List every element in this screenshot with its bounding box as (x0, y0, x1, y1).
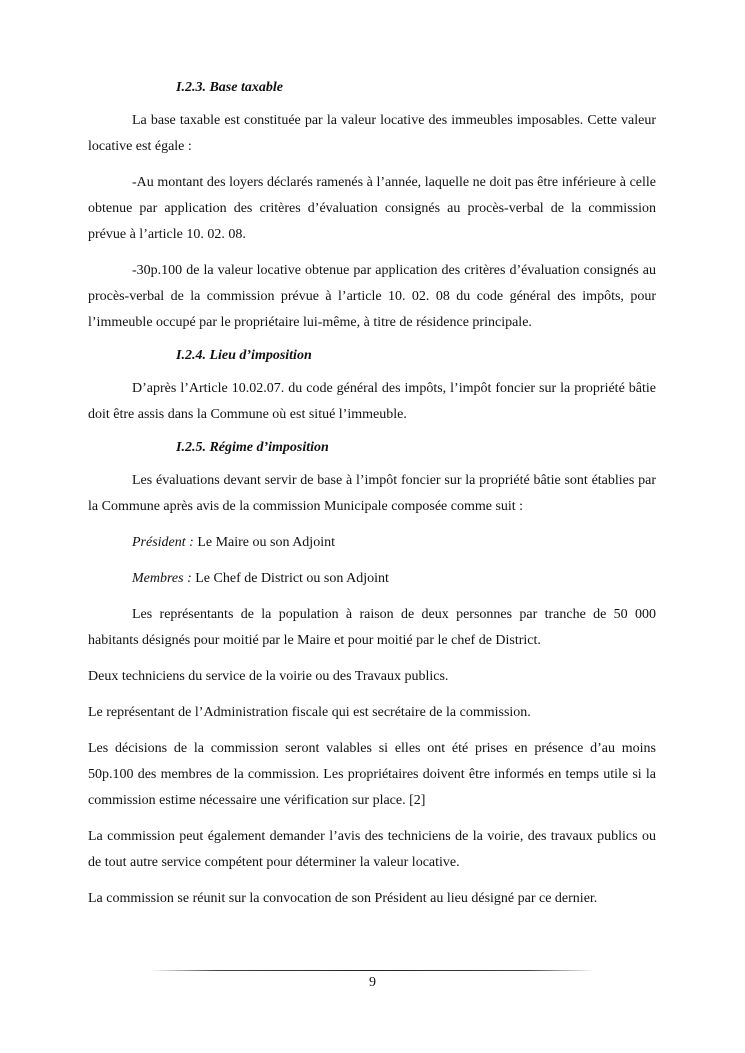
paragraph: Deux techniciens du service de la voirie ou des Travaux publics. (88, 669, 449, 684)
president-label: Président : (132, 535, 194, 550)
paragraph: Les représentants de la population à raison de deux personnes par tranche de 50 000 habitants désignés pour moitié par le Maire et pour moitié par le chef de District. (88, 607, 656, 648)
paragraph: La commission se réunit sur la convocation de son Président au lieu désigné par ce dernier. (88, 891, 598, 906)
page-content (88, 78, 656, 922)
paragraph: La base taxable est constituée par la valeur locative des immeubles imposables. Cette valeur locative est égale : (88, 113, 656, 154)
commission-membres (88, 566, 656, 592)
president-text: Le Maire ou son Adjoint (193, 535, 335, 550)
section-heading-lieu-imposition: I.2.4. Lieu d’imposition (176, 348, 312, 363)
commission-president (88, 530, 656, 556)
section-heading-regime-imposition: I.2.5. Régime d’imposition (176, 440, 329, 455)
paragraph: -30p.100 de la valeur locative obtenue par application des critères d’évaluation consignés au procès-verbal de la commission prévue à l’article 10. 02. 08 du code général des impôts, pour l’immeuble occupé par le propriétaire lui-même, à titre de résidence principale. (88, 263, 656, 330)
paragraph: Les décisions de la commission seront valables si elles ont été prises en présence d’au moins 50p.100 des membres de la commission. Les propriétaires doivent être informés en temps utile si la commission estime nécessaire une vérification sur place. [2] (88, 741, 656, 808)
paragraph: Le représentant de l’Administration fiscale qui est secrétaire de la commission. (88, 705, 531, 720)
paragraph: Les évaluations devant servir de base à l’impôt foncier sur la propriété bâtie sont établies par la Commune après avis de la commission Municipale composée comme suit : (88, 473, 656, 514)
footer-divider (150, 970, 595, 971)
paragraph: D’après l’Article 10.02.07. du code général des impôts, l’impôt foncier sur la propriété bâtie doit être assis dans la Commune où est situé l’immeuble. (88, 381, 656, 422)
paragraph: -Au montant des loyers déclarés ramenés à l’année, laquelle ne doit pas être inférieure à celle obtenue par application des critères d’évaluation consignés au procès-verbal de la commission prévue à l’article 10. 02. 08. (88, 175, 656, 242)
membres-text: Le Chef de District ou son Adjoint (191, 571, 389, 586)
membres-label: Membres : (132, 571, 192, 586)
page-number: 9 (369, 975, 376, 990)
paragraph: La commission peut également demander l’avis des techniciens de la voirie, des travaux publics ou de tout autre service compétent pour déterminer la valeur locative. (88, 829, 656, 870)
section-heading-base-taxable: I.2.3. Base taxable (176, 80, 283, 95)
